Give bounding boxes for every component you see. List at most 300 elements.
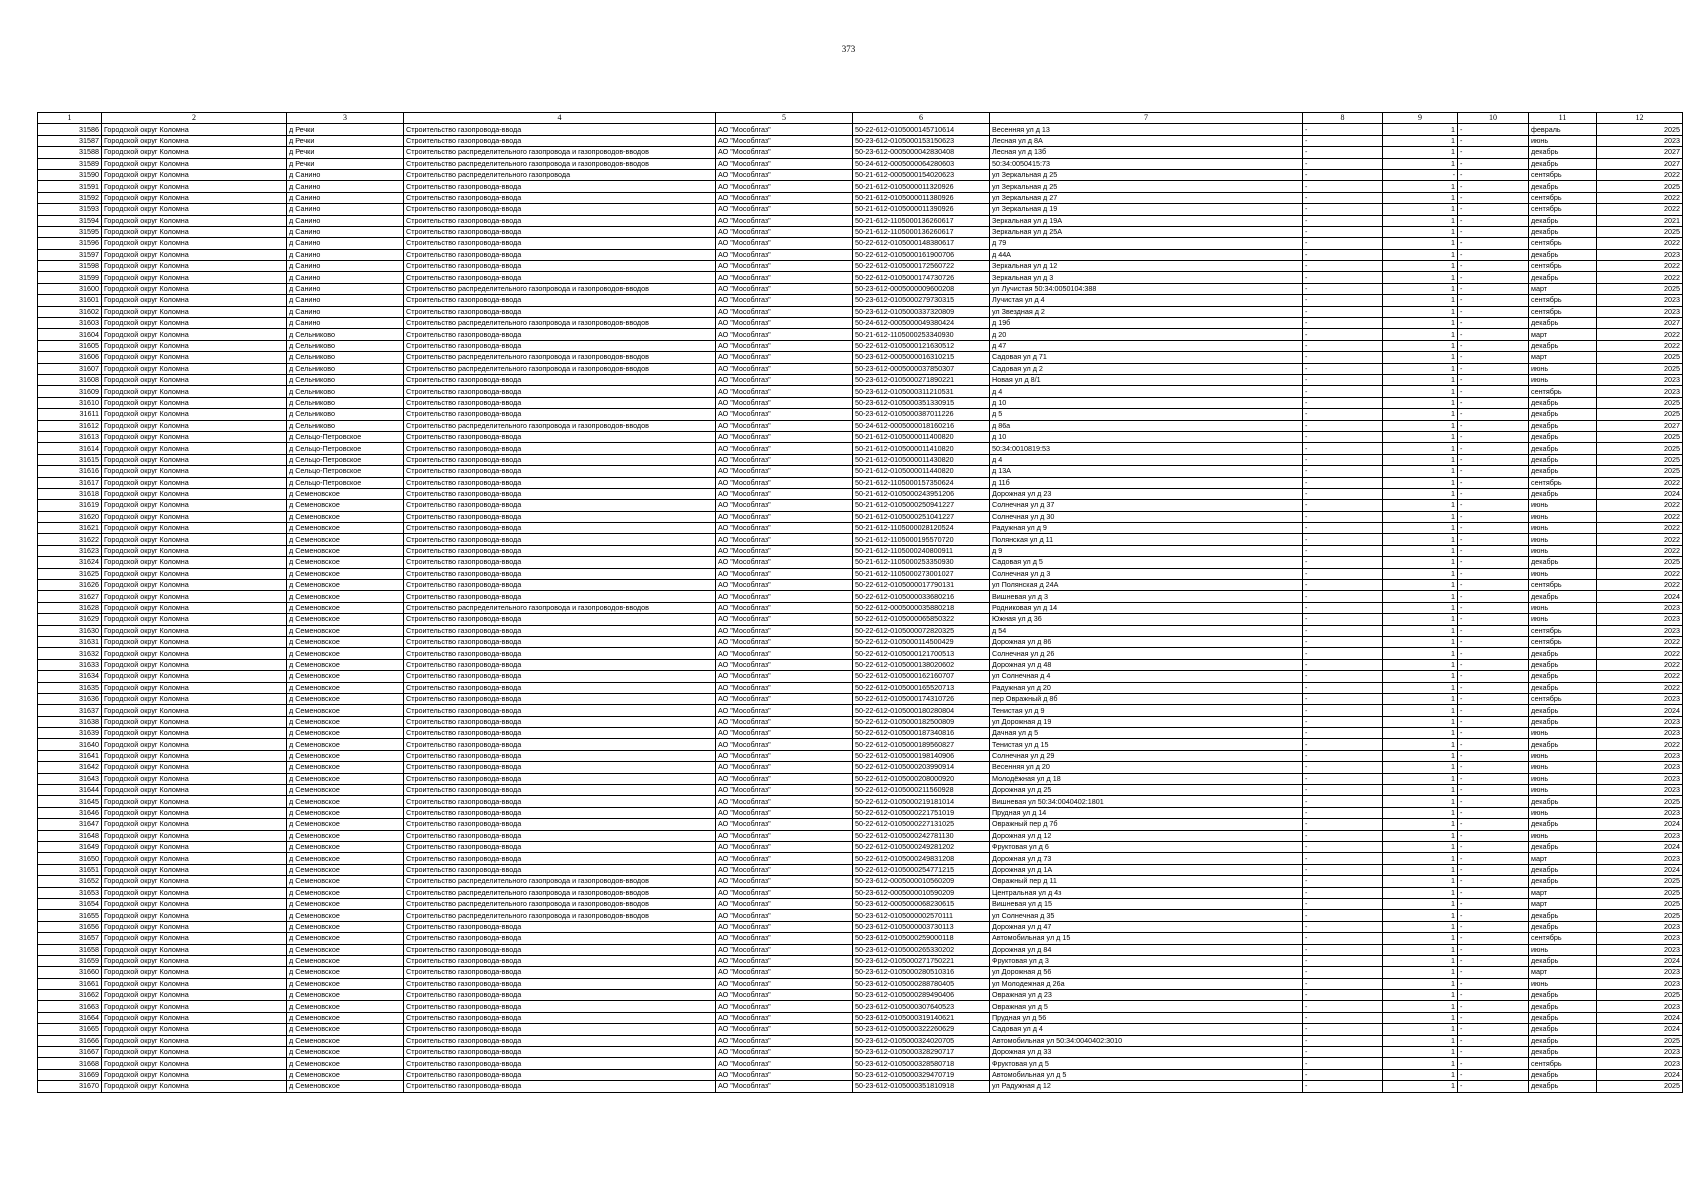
year-cell: 2025 (1597, 910, 1683, 921)
work-type-cell: Строительство газопровода-ввода (404, 739, 716, 750)
col10-cell: - (1458, 864, 1529, 875)
col10-cell: - (1458, 147, 1529, 158)
table-row (38, 978, 1683, 989)
address-cell: Вишневая ул 50:34:0040402:1801 (990, 796, 1303, 807)
year-cell: 2027 (1597, 420, 1683, 431)
settlement-cell: д Семеновское (287, 728, 404, 739)
year-cell: 2023 (1597, 728, 1683, 739)
col10-cell: - (1458, 295, 1529, 306)
year-cell: 2022 (1597, 659, 1683, 670)
settlement-cell: д Семеновское (287, 602, 404, 613)
year-cell: 2025 (1597, 990, 1683, 1001)
col10-cell: - (1458, 682, 1529, 693)
month-cell: сентябрь (1529, 169, 1597, 180)
row-number-cell: 31648 (38, 830, 102, 841)
work-type-cell: Строительство газопровода-ввода (404, 500, 716, 511)
table-row (38, 158, 1683, 169)
col8-cell: - (1303, 1081, 1383, 1092)
work-type-cell: Строительство газопровода-ввода (404, 864, 716, 875)
col9-cell: 1 (1383, 682, 1458, 693)
district-cell: Городской округ Коломна (102, 750, 287, 761)
col10-cell: - (1458, 329, 1529, 340)
work-type-cell: Строительство газопровода-ввода (404, 830, 716, 841)
address-cell: ул Радужная д 12 (990, 1081, 1303, 1092)
organization-cell: АО "Мособлгаз" (716, 807, 853, 818)
col10-cell: - (1458, 671, 1529, 682)
col8-cell: - (1303, 500, 1383, 511)
settlement-cell: д Семеновское (287, 910, 404, 921)
year-cell: 2027 (1597, 158, 1683, 169)
year-cell: 2025 (1597, 876, 1683, 887)
col10-cell: - (1458, 853, 1529, 864)
application-number-cell: 50-23-612-0105000328580718 (853, 1058, 990, 1069)
col8-cell: - (1303, 466, 1383, 477)
table-row (38, 306, 1683, 317)
col9-cell: 1 (1383, 340, 1458, 351)
address-cell: Центральная ул д 4з (990, 887, 1303, 898)
year-cell: 2025 (1597, 124, 1683, 135)
district-cell: Городской округ Коломна (102, 705, 287, 716)
month-cell: декабрь (1529, 705, 1597, 716)
district-cell: Городской округ Коломна (102, 477, 287, 488)
district-cell: Городской округ Коломна (102, 887, 287, 898)
district-cell: Городской округ Коломна (102, 1012, 287, 1023)
settlement-cell: д Санино (287, 261, 404, 272)
col10-cell: - (1458, 261, 1529, 272)
district-cell: Городской округ Коломна (102, 135, 287, 146)
organization-cell: АО "Мособлгаз" (716, 762, 853, 773)
col9-cell: 1 (1383, 283, 1458, 294)
col9-cell: 1 (1383, 887, 1458, 898)
organization-cell: АО "Мособлгаз" (716, 557, 853, 568)
application-number-cell: 50-22-612-0105000180280804 (853, 705, 990, 716)
work-type-cell: Строительство газопровода-ввода (404, 785, 716, 796)
table-row (38, 614, 1683, 625)
col10-cell: - (1458, 648, 1529, 659)
row-number-cell: 31590 (38, 169, 102, 180)
col9-cell: 1 (1383, 557, 1458, 568)
organization-cell: АО "Мособлгаз" (716, 602, 853, 613)
settlement-cell: д Семеновское (287, 523, 404, 534)
settlement-cell: д Сельниково (287, 420, 404, 431)
year-cell: 2023 (1597, 967, 1683, 978)
settlement-cell: д Семеновское (287, 682, 404, 693)
organization-cell: АО "Мособлгаз" (716, 272, 853, 283)
table-row (38, 887, 1683, 898)
month-cell: декабрь (1529, 671, 1597, 682)
col8-cell: - (1303, 329, 1383, 340)
work-type-cell: Строительство газопровода-ввода (404, 773, 716, 784)
work-type-cell: Строительство газопровода-ввода (404, 557, 716, 568)
month-cell: сентябрь (1529, 580, 1597, 591)
address-cell: Лучистая ул д 4 (990, 295, 1303, 306)
month-cell: сентябрь (1529, 693, 1597, 704)
application-number-cell: 50-21-612-0105000011320926 (853, 181, 990, 192)
col8-cell: - (1303, 636, 1383, 647)
year-cell: 2025 (1597, 887, 1683, 898)
month-cell: март (1529, 853, 1597, 864)
col10-cell: - (1458, 249, 1529, 260)
table-row (38, 750, 1683, 761)
month-cell: июнь (1529, 978, 1597, 989)
work-type-cell: Строительство газопровода-ввода (404, 511, 716, 522)
district-cell: Городской округ Коломна (102, 807, 287, 818)
year-cell: 2024 (1597, 1069, 1683, 1080)
district-cell: Городской округ Коломна (102, 1081, 287, 1092)
address-cell: Весенняя ул д 13 (990, 124, 1303, 135)
col9-cell: 1 (1383, 602, 1458, 613)
year-cell: 2024 (1597, 1024, 1683, 1035)
col9-cell: 1 (1383, 819, 1458, 830)
row-number-cell: 31641 (38, 750, 102, 761)
organization-cell: АО "Мособлгаз" (716, 671, 853, 682)
work-type-cell: Строительство газопровода-ввода (404, 705, 716, 716)
table-row (38, 807, 1683, 818)
col9-cell: 1 (1383, 477, 1458, 488)
work-type-cell: Строительство газопровода-ввода (404, 967, 716, 978)
col8-cell: - (1303, 796, 1383, 807)
address-cell: Овражный пер д 11 (990, 876, 1303, 887)
application-number-cell: 50-22-612-0105000065850322 (853, 614, 990, 625)
work-type-cell: Строительство распределительного газопровода и газопроводов-вводов (404, 898, 716, 909)
address-cell: ул Молодежная д 26а (990, 978, 1303, 989)
table-row (38, 238, 1683, 249)
application-number-cell: 50-21-612-1105000136260617 (853, 215, 990, 226)
col8-cell: - (1303, 147, 1383, 158)
table-row (38, 534, 1683, 545)
col10-cell: - (1458, 352, 1529, 363)
address-cell: ул Солнечная д 4 (990, 671, 1303, 682)
col9-cell: 1 (1383, 1001, 1458, 1012)
address-cell: Садовая ул д 2 (990, 363, 1303, 374)
col8-cell: - (1303, 762, 1383, 773)
year-cell: 2024 (1597, 591, 1683, 602)
month-cell: декабрь (1529, 454, 1597, 465)
col10-cell: - (1458, 750, 1529, 761)
month-cell: декабрь (1529, 739, 1597, 750)
month-cell: декабрь (1529, 249, 1597, 260)
address-cell: Весенняя ул д 20 (990, 762, 1303, 773)
month-cell: июнь (1529, 511, 1597, 522)
settlement-cell: д Семеновское (287, 488, 404, 499)
col10-cell: - (1458, 272, 1529, 283)
col9-cell: 1 (1383, 762, 1458, 773)
settlement-cell: д Семеновское (287, 1001, 404, 1012)
row-number-cell: 31639 (38, 728, 102, 739)
application-number-cell: 50-23-612-0105000279730315 (853, 295, 990, 306)
month-cell: декабрь (1529, 557, 1597, 568)
organization-cell: АО "Мособлгаз" (716, 750, 853, 761)
month-cell: сентябрь (1529, 933, 1597, 944)
address-cell: д 5 (990, 409, 1303, 420)
application-number-cell: 50-23-612-0105000003730113 (853, 921, 990, 932)
col9-cell: 1 (1383, 625, 1458, 636)
table-row (38, 955, 1683, 966)
work-type-cell: Строительство газопровода-ввода (404, 716, 716, 727)
col10-cell: - (1458, 545, 1529, 556)
col9-cell: 1 (1383, 716, 1458, 727)
col8-cell: - (1303, 409, 1383, 420)
row-number-cell: 31632 (38, 648, 102, 659)
application-number-cell: 50-22-612-0105000172560722 (853, 261, 990, 272)
row-number-cell: 31607 (38, 363, 102, 374)
year-cell: 2025 (1597, 454, 1683, 465)
table-row (38, 466, 1683, 477)
table-row (38, 773, 1683, 784)
organization-cell: АО "Мособлгаз" (716, 910, 853, 921)
work-type-cell: Строительство газопровода-ввода (404, 124, 716, 135)
col9-cell: 1 (1383, 933, 1458, 944)
organization-cell: АО "Мособлгаз" (716, 545, 853, 556)
col8-cell: - (1303, 158, 1383, 169)
address-cell: Вишневая ул д 3 (990, 591, 1303, 602)
organization-cell: АО "Мособлгаз" (716, 933, 853, 944)
table-body (38, 124, 1683, 1092)
organization-cell: АО "Мособлгаз" (716, 477, 853, 488)
district-cell: Городской округ Коломна (102, 272, 287, 283)
settlement-cell: д Семеновское (287, 796, 404, 807)
col10-cell: - (1458, 978, 1529, 989)
address-cell: д 79 (990, 238, 1303, 249)
table-row (38, 374, 1683, 385)
district-cell: Городской округ Коломна (102, 1058, 287, 1069)
table-row (38, 409, 1683, 420)
col9-cell: 1 (1383, 238, 1458, 249)
table-row (38, 785, 1683, 796)
table-row (38, 1069, 1683, 1080)
year-cell: 2025 (1597, 409, 1683, 420)
col10-cell: - (1458, 614, 1529, 625)
col8-cell: - (1303, 955, 1383, 966)
col8-cell: - (1303, 261, 1383, 272)
year-cell: 2022 (1597, 636, 1683, 647)
application-number-cell: 50-22-612-0105000189560827 (853, 739, 990, 750)
col10-cell: - (1458, 1012, 1529, 1023)
year-cell: 2022 (1597, 648, 1683, 659)
row-number-cell: 31609 (38, 386, 102, 397)
organization-cell: АО "Мособлгаз" (716, 215, 853, 226)
col10-cell: - (1458, 785, 1529, 796)
application-number-cell: 50-21-612-1105000195570720 (853, 534, 990, 545)
col9-cell: 1 (1383, 796, 1458, 807)
row-number-cell: 31657 (38, 933, 102, 944)
application-number-cell: 50-21-612-1105000028120524 (853, 523, 990, 534)
col8-cell: - (1303, 933, 1383, 944)
col10-cell: - (1458, 557, 1529, 568)
district-cell: Городской округ Коломна (102, 397, 287, 408)
col8-cell: - (1303, 785, 1383, 796)
organization-cell: АО "Мособлгаз" (716, 864, 853, 875)
row-number-cell: 31647 (38, 819, 102, 830)
row-number-cell: 31635 (38, 682, 102, 693)
month-cell: июнь (1529, 568, 1597, 579)
application-number-cell: 50-22-612-0105000121700513 (853, 648, 990, 659)
address-cell: ул Солнечная д 35 (990, 910, 1303, 921)
row-number-cell: 31601 (38, 295, 102, 306)
organization-cell: АО "Мособлгаз" (716, 204, 853, 215)
row-number-cell: 31626 (38, 580, 102, 591)
district-cell: Городской округ Коломна (102, 921, 287, 932)
column-number-header-row (38, 113, 1683, 124)
settlement-cell: д Семеновское (287, 967, 404, 978)
year-cell: 2021 (1597, 215, 1683, 226)
row-number-cell: 31664 (38, 1012, 102, 1023)
work-type-cell: Строительство газопровода-ввода (404, 545, 716, 556)
address-cell: д 44А (990, 249, 1303, 260)
organization-cell: АО "Мособлгаз" (716, 523, 853, 534)
district-cell: Городской округ Коломна (102, 443, 287, 454)
col10-cell: - (1458, 705, 1529, 716)
row-number-cell: 31649 (38, 842, 102, 853)
col10-cell: - (1458, 580, 1529, 591)
district-cell: Городской округ Коломна (102, 990, 287, 1001)
year-cell: 2023 (1597, 853, 1683, 864)
organization-cell: АО "Мособлгаз" (716, 580, 853, 591)
col8-cell: - (1303, 614, 1383, 625)
column-header: 12 (1597, 113, 1683, 124)
organization-cell: АО "Мособлгаз" (716, 728, 853, 739)
settlement-cell: д Речки (287, 135, 404, 146)
work-type-cell: Строительство газопровода-ввода (404, 534, 716, 545)
year-cell: 2025 (1597, 397, 1683, 408)
row-number-cell: 31668 (38, 1058, 102, 1069)
col9-cell: 1 (1383, 580, 1458, 591)
work-type-cell: Строительство газопровода-ввода (404, 249, 716, 260)
organization-cell: АО "Мособлгаз" (716, 785, 853, 796)
col9-cell: 1 (1383, 978, 1458, 989)
address-cell: Садовая ул д 71 (990, 352, 1303, 363)
application-number-cell: 50-22-612-0105000242781130 (853, 830, 990, 841)
application-number-cell: 50-22-612-0105000033680216 (853, 591, 990, 602)
work-type-cell: Строительство газопровода-ввода (404, 1047, 716, 1058)
address-cell: ул Дорожная д 56 (990, 967, 1303, 978)
organization-cell: АО "Мособлгаз" (716, 876, 853, 887)
col8-cell: - (1303, 1001, 1383, 1012)
organization-cell: АО "Мособлгаз" (716, 614, 853, 625)
address-cell: пер Овражный д 8б (990, 693, 1303, 704)
work-type-cell: Строительство газопровода-ввода (404, 135, 716, 146)
col9-cell: 1 (1383, 329, 1458, 340)
address-cell: ул Полянская д 24А (990, 580, 1303, 591)
row-number-cell: 31662 (38, 990, 102, 1001)
work-type-cell: Строительство газопровода-ввода (404, 1058, 716, 1069)
district-cell: Городской округ Коломна (102, 842, 287, 853)
year-cell: 2022 (1597, 192, 1683, 203)
work-type-cell: Строительство газопровода-ввода (404, 272, 716, 283)
table-row (38, 876, 1683, 887)
table-row (38, 1035, 1683, 1046)
application-number-cell: 50-22-612-0105000174730726 (853, 272, 990, 283)
row-number-cell: 31646 (38, 807, 102, 818)
work-type-cell: Строительство газопровода-ввода (404, 397, 716, 408)
organization-cell: АО "Мособлгаз" (716, 249, 853, 260)
settlement-cell: д Семеновское (287, 773, 404, 784)
application-number-cell: 50-23-612-0105000280510316 (853, 967, 990, 978)
col9-cell: 1 (1383, 272, 1458, 283)
application-number-cell: 50-22-612-0105000145710614 (853, 124, 990, 135)
work-type-cell: Строительство газопровода-ввода (404, 625, 716, 636)
organization-cell: АО "Мособлгаз" (716, 226, 853, 237)
work-type-cell: Строительство газопровода-ввода (404, 454, 716, 465)
table-row (38, 443, 1683, 454)
col8-cell: - (1303, 944, 1383, 955)
application-number-cell: 50-23-612-0105000319140621 (853, 1012, 990, 1023)
district-cell: Городской округ Коломна (102, 1035, 287, 1046)
row-number-cell: 31614 (38, 443, 102, 454)
application-number-cell: 50-24-612-0005000018160216 (853, 420, 990, 431)
district-cell: Городской округ Коломна (102, 488, 287, 499)
row-number-cell: 31606 (38, 352, 102, 363)
table-row (38, 762, 1683, 773)
col9-cell: 1 (1383, 295, 1458, 306)
address-cell: Дачная ул д 5 (990, 728, 1303, 739)
work-type-cell: Строительство газопровода-ввода (404, 204, 716, 215)
work-type-cell: Строительство распределительного газопровода и газопроводов-вводов (404, 283, 716, 294)
work-type-cell: Строительство газопровода-ввода (404, 659, 716, 670)
row-number-cell: 31638 (38, 716, 102, 727)
col10-cell: - (1458, 1081, 1529, 1092)
row-number-cell: 31670 (38, 1081, 102, 1092)
work-type-cell: Строительство распределительного газопровода и газопроводов-вводов (404, 318, 716, 329)
col10-cell: - (1458, 990, 1529, 1001)
col9-cell: 1 (1383, 785, 1458, 796)
address-cell: ул Дорожная д 19 (990, 716, 1303, 727)
work-type-cell: Строительство газопровода-ввода (404, 853, 716, 864)
row-number-cell: 31622 (38, 534, 102, 545)
organization-cell: АО "Мособлгаз" (716, 261, 853, 272)
month-cell: июнь (1529, 944, 1597, 955)
application-number-cell: 50-23-612-0105000387011226 (853, 409, 990, 420)
work-type-cell: Строительство газопровода-ввода (404, 807, 716, 818)
month-cell: июнь (1529, 773, 1597, 784)
month-cell: декабрь (1529, 716, 1597, 727)
settlement-cell: д Семеновское (287, 591, 404, 602)
organization-cell: АО "Мособлгаз" (716, 921, 853, 932)
col10-cell: - (1458, 511, 1529, 522)
address-cell: Автомобильная ул д 5 (990, 1069, 1303, 1080)
address-cell: Фруктовая ул д 3 (990, 955, 1303, 966)
application-number-cell: 50-22-612-0105000249831208 (853, 853, 990, 864)
month-cell: сентябрь (1529, 636, 1597, 647)
district-cell: Городской округ Коломна (102, 238, 287, 249)
col10-cell: - (1458, 807, 1529, 818)
district-cell: Городской округ Коломна (102, 830, 287, 841)
address-cell: Автомобильная ул 50:34:0040402:3010 (990, 1035, 1303, 1046)
organization-cell: АО "Мособлгаз" (716, 192, 853, 203)
table-row (38, 625, 1683, 636)
row-number-cell: 31594 (38, 215, 102, 226)
col10-cell: - (1458, 1035, 1529, 1046)
row-number-cell: 31658 (38, 944, 102, 955)
col9-cell: 1 (1383, 910, 1458, 921)
district-cell: Городской округ Коломна (102, 568, 287, 579)
address-cell: Овражный пер д 7б (990, 819, 1303, 830)
month-cell: декабрь (1529, 318, 1597, 329)
work-type-cell: Строительство газопровода-ввода (404, 1069, 716, 1080)
col10-cell: - (1458, 1024, 1529, 1035)
work-type-cell: Строительство распределительного газопровода и газопроводов-вводов (404, 420, 716, 431)
column-header: 10 (1458, 113, 1529, 124)
month-cell: декабрь (1529, 910, 1597, 921)
col8-cell: - (1303, 864, 1383, 875)
application-number-cell: 50-23-612-0105000288780405 (853, 978, 990, 989)
year-cell: 2023 (1597, 614, 1683, 625)
col9-cell: 1 (1383, 773, 1458, 784)
year-cell: 2023 (1597, 602, 1683, 613)
work-type-cell: Строительство газопровода-ввода (404, 614, 716, 625)
district-cell: Городской округ Коломна (102, 249, 287, 260)
settlement-cell: д Семеновское (287, 921, 404, 932)
